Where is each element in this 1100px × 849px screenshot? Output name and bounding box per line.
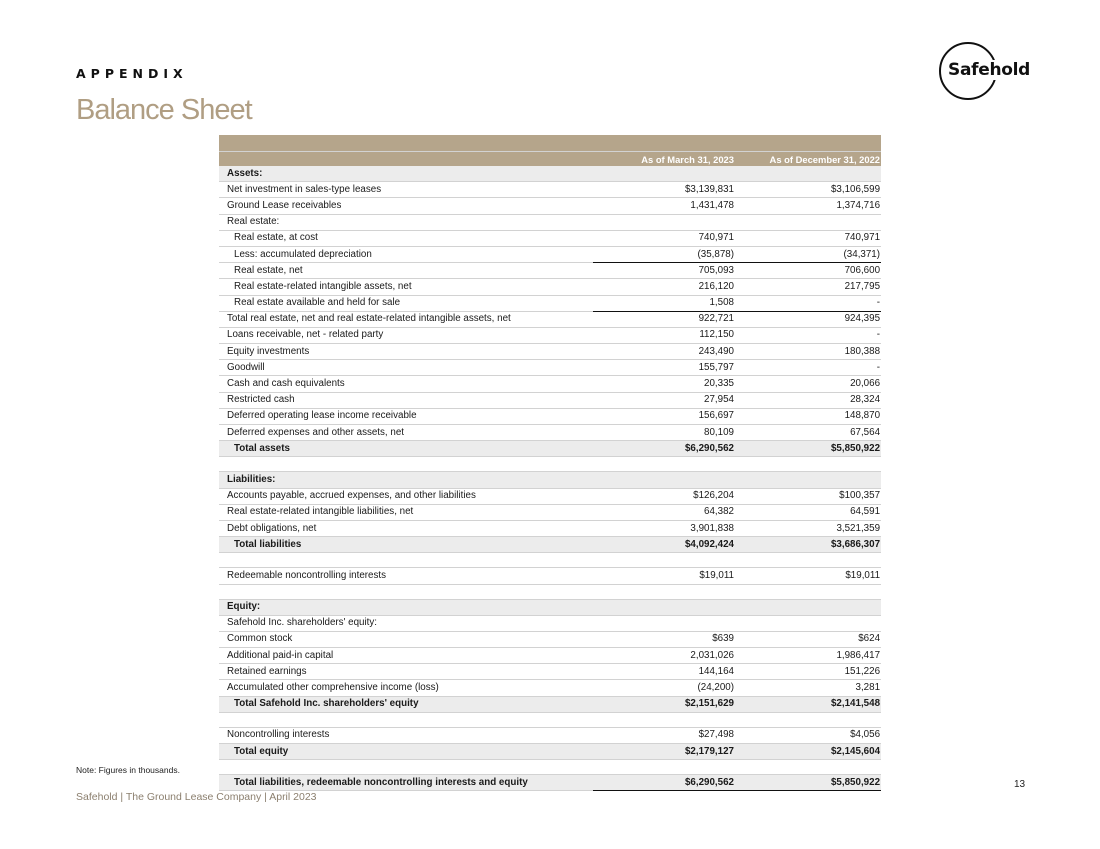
value-mar-2023: 922,721 (593, 311, 735, 327)
row-label (219, 457, 593, 472)
row-label: Retained earnings (219, 664, 593, 680)
value-mar-2023: 20,335 (593, 376, 735, 392)
value-dec-2022 (735, 615, 881, 631)
row-label: Total liabilities, redeemable noncontrolling interests and equity (219, 775, 593, 791)
value-dec-2022: $3,686,307 (735, 537, 881, 553)
value-dec-2022 (735, 472, 881, 488)
value-dec-2022: 151,226 (735, 664, 881, 680)
total-row (219, 775, 881, 791)
row-label: Safehold Inc. shareholders' equity: (219, 615, 593, 631)
value-mar-2023 (593, 472, 735, 488)
value-dec-2022: 217,795 (735, 279, 881, 295)
value-mar-2023: $2,179,127 (593, 744, 735, 760)
row-label (219, 712, 593, 727)
row-label: Real estate-related intangible assets, net (219, 279, 593, 295)
table-row (219, 182, 881, 198)
value-dec-2022: (34,371) (735, 246, 881, 262)
safehold-logo-text: Safehold (948, 60, 1031, 80)
row-label (219, 553, 593, 568)
value-mar-2023 (593, 712, 735, 727)
value-dec-2022: 148,870 (735, 408, 881, 424)
header-spacer (219, 152, 593, 167)
table-row (219, 392, 881, 408)
row-label: Real estate, net (219, 263, 593, 279)
row-label: Total liabilities (219, 537, 593, 553)
value-dec-2022: $4,056 (735, 727, 881, 743)
table-row (219, 327, 881, 343)
spacer-row (219, 553, 881, 568)
value-mar-2023: $6,290,562 (593, 775, 735, 791)
row-label: Liabilities: (219, 472, 593, 488)
row-label: Ground Lease receivables (219, 198, 593, 214)
total-row (219, 696, 881, 712)
table-row (219, 263, 881, 279)
balance-sheet-table (219, 135, 881, 791)
row-label: Restricted cash (219, 392, 593, 408)
row-label: Total Safehold Inc. shareholders' equity (219, 696, 593, 712)
value-mar-2023: $6,290,562 (593, 441, 735, 457)
table-row (219, 648, 881, 664)
value-mar-2023 (593, 166, 735, 182)
table-row (219, 631, 881, 647)
total-row (219, 441, 881, 457)
value-mar-2023 (593, 214, 735, 230)
spacer-row (219, 584, 881, 599)
value-mar-2023: $3,139,831 (593, 182, 735, 198)
table-row (219, 376, 881, 392)
row-label: Common stock (219, 631, 593, 647)
row-label: Real estate-related intangible liabilities, net (219, 504, 593, 520)
row-label: Accumulated other comprehensive income (loss) (219, 680, 593, 696)
row-label: Noncontrolling interests (219, 727, 593, 743)
value-dec-2022: $3,106,599 (735, 182, 881, 198)
row-label: Real estate, at cost (219, 230, 593, 246)
row-label: Total equity (219, 744, 593, 760)
value-dec-2022: $2,141,548 (735, 696, 881, 712)
row-label: Equity: (219, 599, 593, 615)
value-mar-2023: 64,382 (593, 504, 735, 520)
table-row (219, 198, 881, 214)
row-label (219, 584, 593, 599)
row-label: Equity investments (219, 344, 593, 360)
value-dec-2022: 67,564 (735, 425, 881, 441)
table-row (219, 488, 881, 504)
section-header-row (219, 472, 881, 488)
row-label: Real estate: (219, 214, 593, 230)
value-mar-2023: (24,200) (593, 680, 735, 696)
table-row (219, 727, 881, 743)
value-mar-2023: 112,150 (593, 327, 735, 343)
value-dec-2022: 180,388 (735, 344, 881, 360)
section-header-row (219, 166, 881, 182)
row-label: Less: accumulated depreciation (219, 246, 593, 262)
value-dec-2022: 1,986,417 (735, 648, 881, 664)
value-mar-2023: $27,498 (593, 727, 735, 743)
value-dec-2022: $624 (735, 631, 881, 647)
row-label: Deferred operating lease income receivable (219, 408, 593, 424)
value-dec-2022: $5,850,922 (735, 775, 881, 791)
table-row (219, 311, 881, 327)
value-dec-2022: - (735, 360, 881, 376)
table-row (219, 408, 881, 424)
value-mar-2023 (593, 599, 735, 615)
value-mar-2023: 705,093 (593, 263, 735, 279)
table-row (219, 279, 881, 295)
value-dec-2022 (735, 712, 881, 727)
row-label: Redeemable noncontrolling interests (219, 568, 593, 584)
table-row (219, 344, 881, 360)
value-mar-2023: 155,797 (593, 360, 735, 376)
value-dec-2022: - (735, 295, 881, 311)
spacer-row (219, 760, 881, 775)
section-label: APPENDIX (76, 66, 188, 81)
value-mar-2023 (593, 615, 735, 631)
value-dec-2022 (735, 760, 881, 775)
value-dec-2022: 1,374,716 (735, 198, 881, 214)
spacer-row (219, 457, 881, 472)
value-mar-2023: 156,697 (593, 408, 735, 424)
row-label: Cash and cash equivalents (219, 376, 593, 392)
total-row (219, 537, 881, 553)
spacer-row (219, 712, 881, 727)
value-mar-2023: (35,878) (593, 246, 735, 262)
value-mar-2023: 2,031,026 (593, 648, 735, 664)
value-dec-2022 (735, 553, 881, 568)
value-dec-2022 (735, 214, 881, 230)
value-dec-2022: 28,324 (735, 392, 881, 408)
value-dec-2022: $19,011 (735, 568, 881, 584)
row-label: Total real estate, net and real estate-related intangible assets, net (219, 311, 593, 327)
row-label (219, 760, 593, 775)
value-dec-2022: 64,591 (735, 504, 881, 520)
value-dec-2022 (735, 599, 881, 615)
row-label: Debt obligations, net (219, 520, 593, 536)
table-row (219, 520, 881, 536)
row-label: Net investment in sales-type leases (219, 182, 593, 198)
column-header: As of December 31, 2022 (735, 152, 881, 167)
value-dec-2022: 740,971 (735, 230, 881, 246)
value-mar-2023: 3,901,838 (593, 520, 735, 536)
row-label: Total assets (219, 441, 593, 457)
value-dec-2022: 3,521,359 (735, 520, 881, 536)
table-row (219, 664, 881, 680)
value-mar-2023: 740,971 (593, 230, 735, 246)
page-title: Balance Sheet (76, 94, 252, 126)
value-dec-2022: $100,357 (735, 488, 881, 504)
total-row (219, 744, 881, 760)
table-row (219, 230, 881, 246)
value-mar-2023 (593, 457, 735, 472)
table-row (219, 214, 881, 230)
section-header-row (219, 599, 881, 615)
value-mar-2023: 216,120 (593, 279, 735, 295)
value-mar-2023: 27,954 (593, 392, 735, 408)
row-label: Deferred expenses and other assets, net (219, 425, 593, 441)
table-header-row (219, 152, 881, 167)
value-dec-2022 (735, 166, 881, 182)
value-dec-2022: $2,145,604 (735, 744, 881, 760)
value-mar-2023: 80,109 (593, 425, 735, 441)
table-row (219, 504, 881, 520)
table-header-band (219, 135, 881, 152)
value-mar-2023 (593, 760, 735, 775)
table-row (219, 680, 881, 696)
row-label: Additional paid-in capital (219, 648, 593, 664)
value-mar-2023: 1,508 (593, 295, 735, 311)
page-number: 13 (1014, 779, 1026, 790)
value-dec-2022: 20,066 (735, 376, 881, 392)
value-dec-2022: 924,395 (735, 311, 881, 327)
value-mar-2023: 243,490 (593, 344, 735, 360)
value-mar-2023 (593, 553, 735, 568)
value-mar-2023: 144,164 (593, 664, 735, 680)
value-dec-2022: 706,600 (735, 263, 881, 279)
balance-sheet-body (219, 166, 881, 791)
row-label: Loans receivable, net - related party (219, 327, 593, 343)
value-dec-2022: $5,850,922 (735, 441, 881, 457)
row-label: Accounts payable, accrued expenses, and other liabilities (219, 488, 593, 504)
table-row (219, 425, 881, 441)
value-dec-2022 (735, 457, 881, 472)
value-dec-2022: 3,281 (735, 680, 881, 696)
row-label: Real estate available and held for sale (219, 295, 593, 311)
value-dec-2022 (735, 584, 881, 599)
row-label: Assets: (219, 166, 593, 182)
value-mar-2023: $2,151,629 (593, 696, 735, 712)
footer-text: Safehold | The Ground Lease Company | April 2023 (76, 791, 317, 803)
value-mar-2023: 1,431,478 (593, 198, 735, 214)
value-dec-2022: - (735, 327, 881, 343)
table-row (219, 295, 881, 311)
table-row (219, 615, 881, 631)
value-mar-2023: $4,092,424 (593, 537, 735, 553)
table-row (219, 246, 881, 262)
value-mar-2023: $19,011 (593, 568, 735, 584)
value-mar-2023 (593, 584, 735, 599)
footnote: Note: Figures in thousands. (76, 765, 180, 775)
table-row (219, 360, 881, 376)
row-label: Goodwill (219, 360, 593, 376)
value-mar-2023: $126,204 (593, 488, 735, 504)
table-row (219, 568, 881, 584)
column-header: As of March 31, 2023 (593, 152, 735, 167)
value-mar-2023: $639 (593, 631, 735, 647)
